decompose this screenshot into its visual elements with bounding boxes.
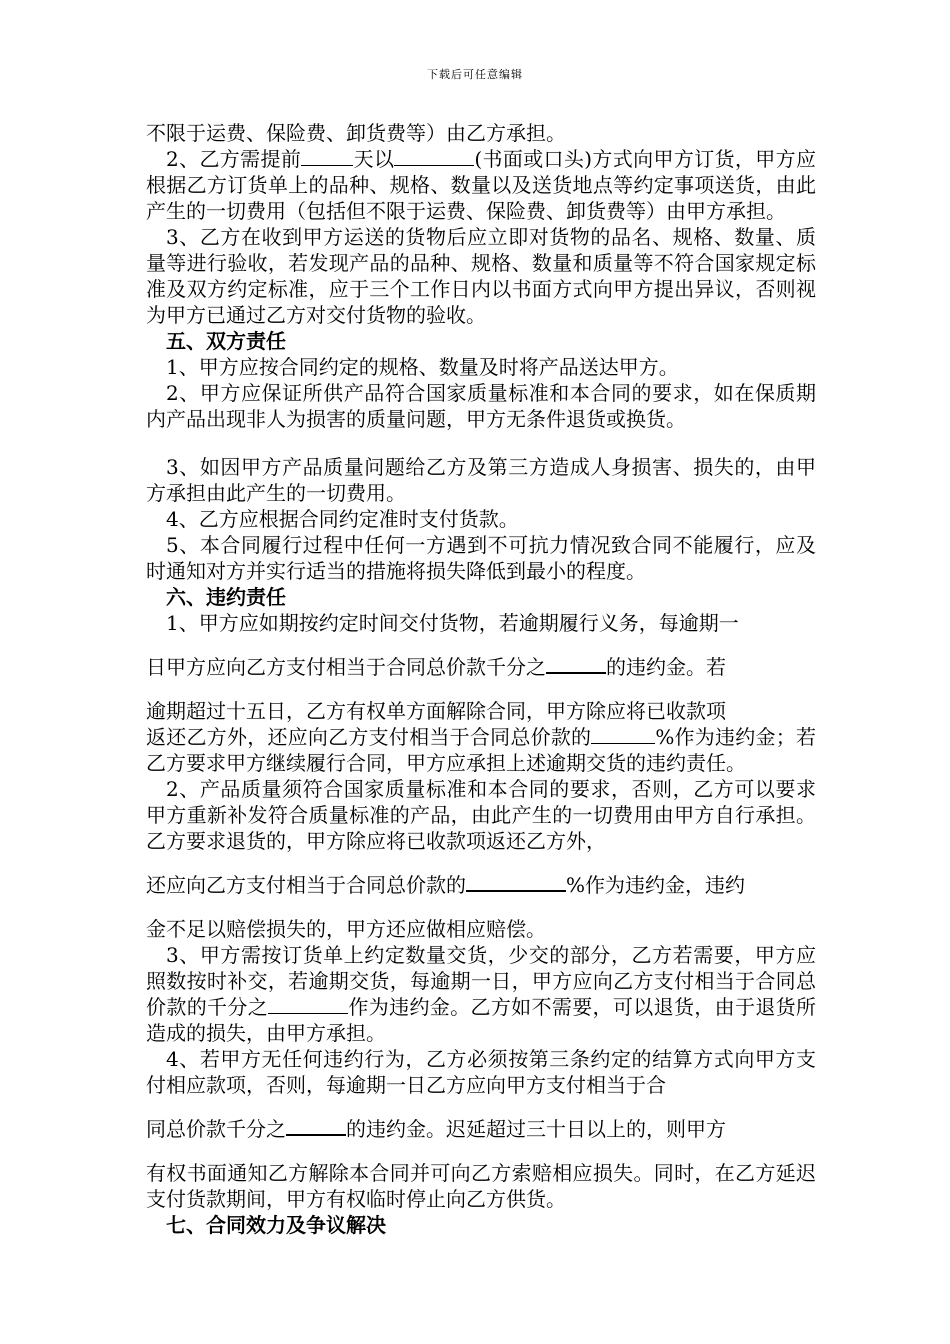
blank-permille bbox=[286, 1116, 346, 1136]
blank-percent bbox=[466, 872, 566, 892]
clause-text: 日甲方应向乙方支付相当于合同总价款千分之 bbox=[146, 655, 546, 679]
clause-text: %作为违约金，违约 bbox=[566, 873, 746, 897]
paragraph-continuation: 不限于运费、保险费、卸货费等）由乙方承担。 bbox=[146, 121, 566, 145]
clause-5-3: 3、如因甲方产品质量问题给乙方及第三方造成人身损害、损失的，由甲方承担由此产生的一切费用。 bbox=[146, 455, 816, 505]
clause-text: 返还乙方外，还应向乙方支付相当于合同总价款的 bbox=[146, 725, 592, 749]
line-gap bbox=[146, 1142, 816, 1160]
clause-6-2: 2、产品质量须符合国家质量标准和本合同的要求，否则，乙方可以要求甲方重新补发符合质量标准的产品，由此产生的一切费用由甲方自行承担。乙方要求退货的，甲方除应将已收款项返还乙方外， bbox=[146, 777, 816, 853]
line-gap bbox=[146, 854, 816, 872]
clause-text: 作为违约金。乙方如不需要，可以退货，由于退货所造成的损失，由甲方承担。 bbox=[146, 995, 817, 1045]
blank-percent bbox=[591, 725, 655, 744]
clause-text: 同总价款千分之 bbox=[146, 1117, 286, 1141]
clause-6-2-line bbox=[146, 872, 816, 898]
page-header: 下载后可任意编辑 bbox=[427, 68, 523, 81]
clause-5-5: 5、本合同履行过程中任何一方遇到不可抗力情况致合同不能履行，应及时通知对方并实行适当的措施将损失降低到最小的程度。 bbox=[146, 533, 816, 583]
clause-5-2: 2、甲方应保证所供产品符合国家质量标准和本合同的要求，如在保质期内产品出现非人为损害的质量问题，甲方无条件退货或换货。 bbox=[146, 381, 816, 431]
clause-4-3: 3、乙方在收到甲方运送的货物后应立即对货物的品名、规格、数量、质量等进行验收，若发现产品的品种、规格、数量和质量等不符合国家规定标准及双方约定标准，应于三个工作日内以书面方式向甲方提出异议，否则视为甲方已通过乙方对交付货物的验收。 bbox=[146, 225, 816, 327]
clause-text: 的违约金。若 bbox=[606, 655, 726, 679]
clause-6-1-line3: 逾期超过十五日，乙方有权单方面解除合同，甲方除应将已收款项 bbox=[146, 699, 726, 723]
clause-4-2 bbox=[146, 146, 816, 224]
clause-text: 3、甲方需按订货单上约定数量交货，少交的部分，乙方若需要，甲方应照数按时补交，若逾期交货，每逾期一日，甲方应向乙方支付相当于合同总价款的千分之 bbox=[146, 943, 816, 1019]
clause-6-4-line bbox=[146, 1116, 816, 1142]
clause-6-4-end: 有权书面通知乙方解除本合同并可向乙方索赔相应损失。同时，在乙方延迟支付货款期间，甲方有权临时停止向乙方供货。 bbox=[146, 1161, 816, 1211]
blank-permille bbox=[546, 654, 606, 674]
line-gap bbox=[146, 898, 816, 916]
clause-6-1-line1: 1、甲方应如期按约定时间交付货物，若逾期履行义务，每逾期一 bbox=[166, 611, 739, 635]
clause-text: 天以 bbox=[353, 147, 395, 171]
clause-text: %作为违约金；若乙方要求甲方继续履行合同，甲方应承担上述逾期交货的违约责任。 bbox=[146, 725, 817, 775]
clause-5-4: 4、乙方应根据合同约定准时支付货款。 bbox=[166, 507, 519, 531]
line-gap bbox=[146, 636, 816, 654]
blank-days bbox=[301, 147, 353, 166]
clause-text: 的违约金。迟延超过三十日以上的，则甲方 bbox=[346, 1117, 726, 1141]
clause-6-2-end: 金不足以赔偿损失的，甲方还应做相应赔偿。 bbox=[146, 917, 546, 941]
clause-text: (书面或口头)方式向甲方订货，甲方应根据乙方订货单上的品种、规格、数量以及送货地点等约定事项送货，由此产生的一切费用（包括但不限于运费、保险费、卸货费等）由甲方承担。 bbox=[146, 147, 816, 223]
clause-text: 2、乙方需提前 bbox=[166, 147, 302, 171]
blank-line bbox=[146, 432, 816, 454]
section-heading-7: 七、合同效力及争议解决 bbox=[166, 1213, 386, 1237]
blank-order-method bbox=[394, 147, 474, 166]
line-gap bbox=[146, 680, 816, 698]
blank-permille bbox=[268, 995, 348, 1014]
clause-6-1-line2 bbox=[146, 654, 816, 680]
clause-6-4: 4、若甲方无任何违约行为，乙方必须按第三条约定的结算方式向甲方支付相应款项，否则，每逾期一日乙方应向甲方支付相当于合 bbox=[146, 1047, 816, 1097]
clause-6-1-rest bbox=[146, 724, 816, 776]
document-body bbox=[146, 120, 816, 1238]
clause-6-3 bbox=[146, 942, 816, 1046]
section-heading-6: 六、违约责任 bbox=[166, 585, 286, 609]
section-heading-5: 五、双方责任 bbox=[166, 329, 286, 353]
clause-text: 还应向乙方支付相当于合同总价款的 bbox=[146, 873, 466, 897]
line-gap bbox=[146, 1098, 816, 1116]
clause-5-1: 1、甲方应按合同约定的规格、数量及时将产品送达甲方。 bbox=[166, 355, 679, 379]
